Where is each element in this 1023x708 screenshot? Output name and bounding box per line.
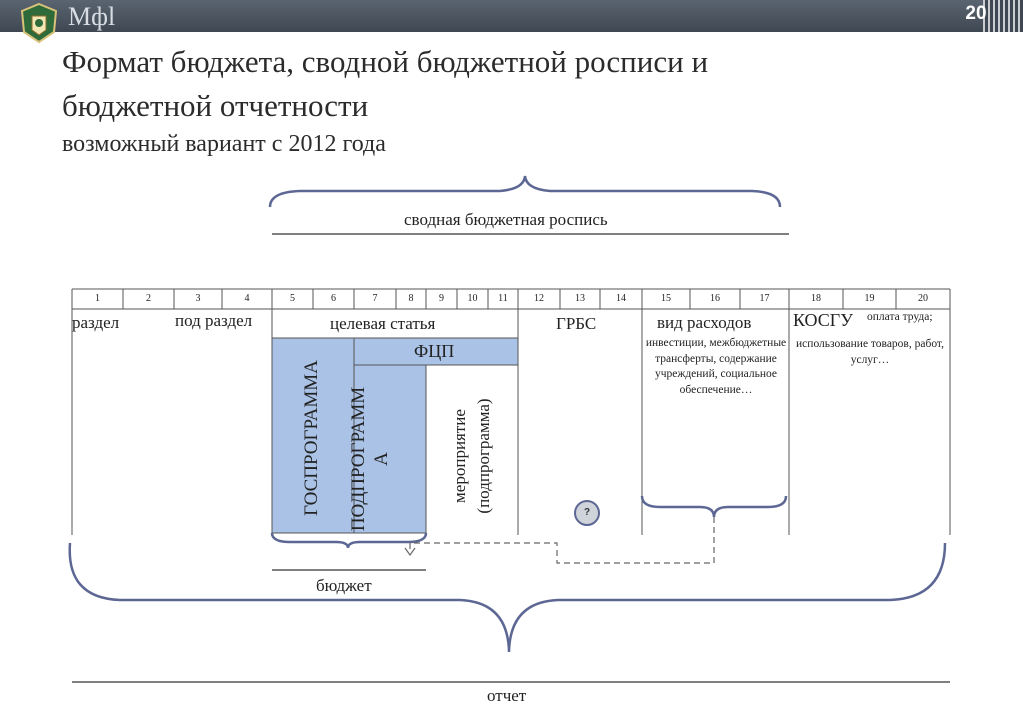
fcp-label: ФЦП bbox=[414, 341, 455, 361]
column-number: 18 bbox=[811, 293, 821, 304]
expense-type-label: вид расходов bbox=[657, 313, 752, 332]
podprogramma-label bbox=[347, 379, 393, 539]
slide-title: Формат бюджета, сводной бюджетной росписи и бюджетной отчетности bbox=[62, 44, 709, 123]
column-number: 5 bbox=[290, 293, 295, 304]
gosprogramma-label: ГОСПРОГРАММА bbox=[301, 360, 322, 516]
column-number: 1 bbox=[95, 293, 100, 304]
report-label: отчет bbox=[487, 686, 527, 705]
meropriyatie-text: мероприятие (подпрограмма) bbox=[450, 398, 493, 514]
top-brace bbox=[270, 176, 780, 207]
podprogramma-text: ПОДПРОГРАММ А bbox=[348, 386, 392, 532]
slide-subtitle: возможный вариант с 2012 года bbox=[62, 131, 386, 157]
column-number: 16 bbox=[710, 293, 720, 304]
kosgu-note-inline: оплата труда; bbox=[867, 311, 933, 323]
column-number: 2 bbox=[146, 293, 151, 304]
column-number: 12 bbox=[534, 293, 544, 304]
brand-logo-text: Мфl bbox=[68, 2, 116, 31]
column-number: 20 bbox=[918, 293, 928, 304]
consolidated-budget-list-label: сводная бюджетная роспись bbox=[404, 210, 608, 229]
column-number: 9 bbox=[439, 293, 444, 304]
budget-label: бюджет bbox=[316, 576, 372, 595]
bottom-brace bbox=[70, 543, 945, 652]
column-number: 7 bbox=[372, 293, 378, 304]
column-number: 3 bbox=[195, 293, 201, 304]
razdel-label: раздел bbox=[72, 313, 120, 332]
column-number: 14 bbox=[616, 293, 626, 304]
column-number: 4 bbox=[244, 293, 250, 304]
column-number: 13 bbox=[575, 293, 585, 304]
meropriyatie-label bbox=[448, 376, 496, 536]
grbs-label: ГРБС bbox=[556, 314, 597, 333]
target-article-label: целевая статья bbox=[330, 314, 436, 333]
column-number: 6 bbox=[331, 293, 336, 304]
slide-number: 20 bbox=[965, 3, 987, 24]
column-number: 15 bbox=[661, 293, 671, 304]
column-number: 17 bbox=[759, 293, 770, 304]
question-badge: ? bbox=[574, 500, 600, 526]
column-number: 11 bbox=[498, 293, 508, 304]
podrazdel-label: под раздел bbox=[175, 311, 253, 330]
column-number: 19 bbox=[864, 293, 875, 304]
column-number: 10 bbox=[467, 293, 478, 304]
expense-type-note: инвестиции, межбюджетные трансферты, содержание учреждений, социальное обеспечение… bbox=[645, 337, 787, 396]
kosgu-label: КОСГУ bbox=[793, 310, 853, 330]
column-number: 8 bbox=[408, 293, 414, 304]
expense-brace bbox=[642, 496, 786, 517]
kosgu-note: использование товаров, работ, услуг… bbox=[796, 338, 944, 366]
